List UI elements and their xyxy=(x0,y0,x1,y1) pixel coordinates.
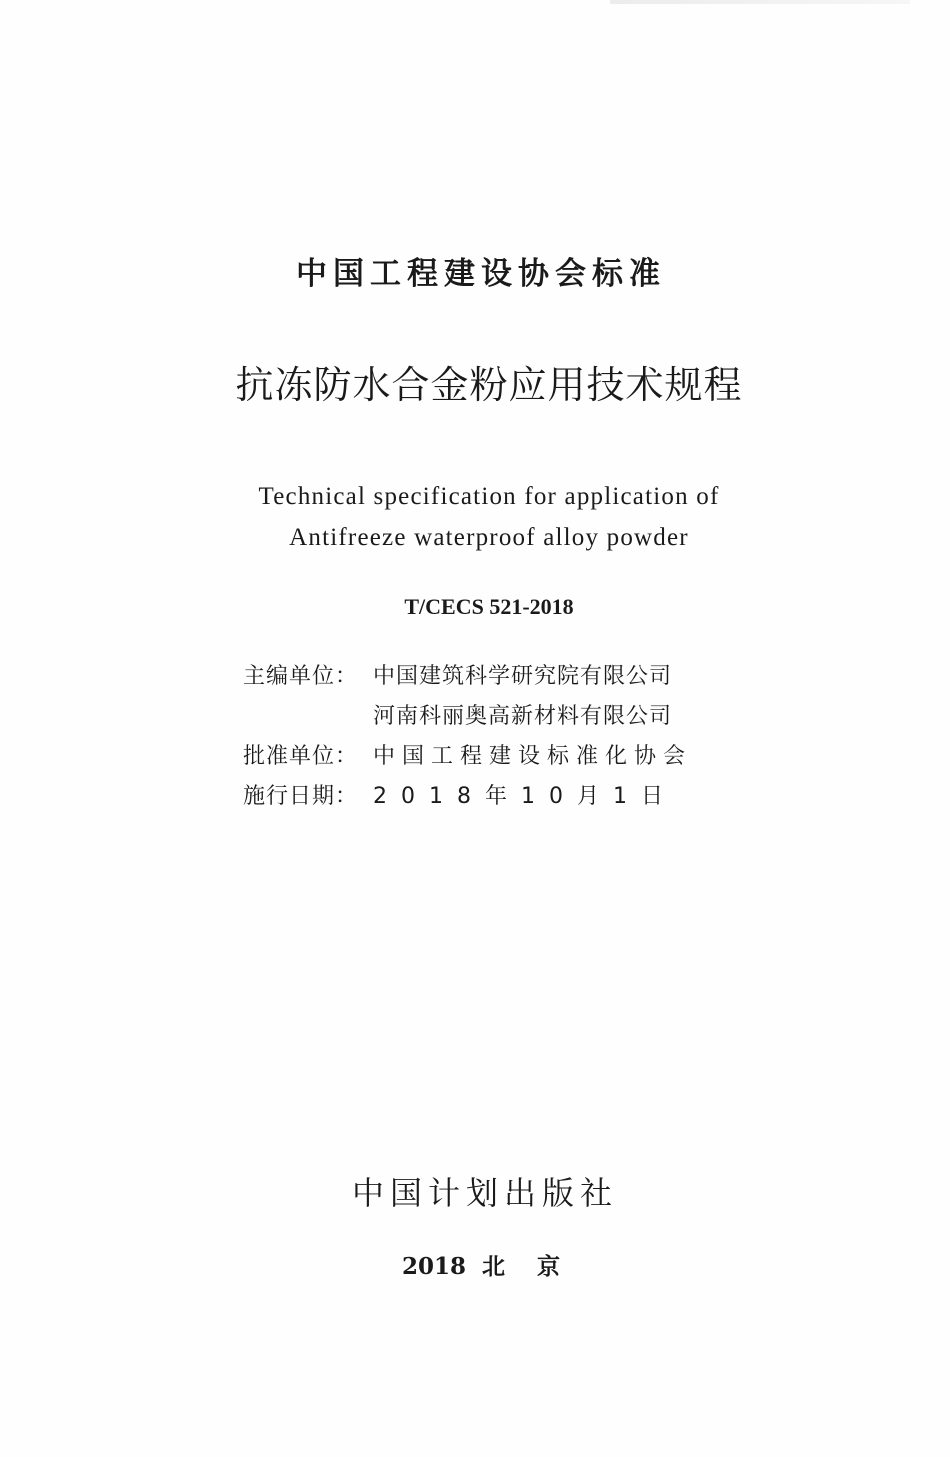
publication-year-place: 2018 北 京 xyxy=(401,1253,561,1280)
info-label: 施行日期： xyxy=(243,784,359,809)
publisher: 中国计划出版社 xyxy=(351,1174,618,1212)
info-value: 中国建筑科学研究院有限公司 xyxy=(373,664,673,689)
standard-number: T/CECS 521-2018 xyxy=(404,594,574,619)
title-english-line2: Antifreeze waterproof alloy powder xyxy=(289,524,689,551)
scan-edge xyxy=(610,0,910,4)
title-chinese: 抗冻防水合金粉应用技术规程 xyxy=(235,363,743,407)
standard-series: 中国工程建设协会标准 xyxy=(296,256,666,292)
info-value: 2018年10月1日 xyxy=(373,784,677,809)
info-label xyxy=(243,697,373,737)
approval-row xyxy=(243,737,743,777)
info-value: 中国工程建设标准化协会 xyxy=(373,744,693,769)
effective-date-row xyxy=(243,777,743,817)
info-label: 主编单位： xyxy=(243,664,359,689)
co-editor-row xyxy=(243,697,743,737)
info-label: 批准单位： xyxy=(243,744,359,769)
info-block xyxy=(243,657,743,817)
title-english-line1: Technical specification for application of xyxy=(258,483,720,510)
info-value: 河南科丽奥高新材料有限公司 xyxy=(373,704,673,729)
chief-editor-row xyxy=(243,657,743,697)
